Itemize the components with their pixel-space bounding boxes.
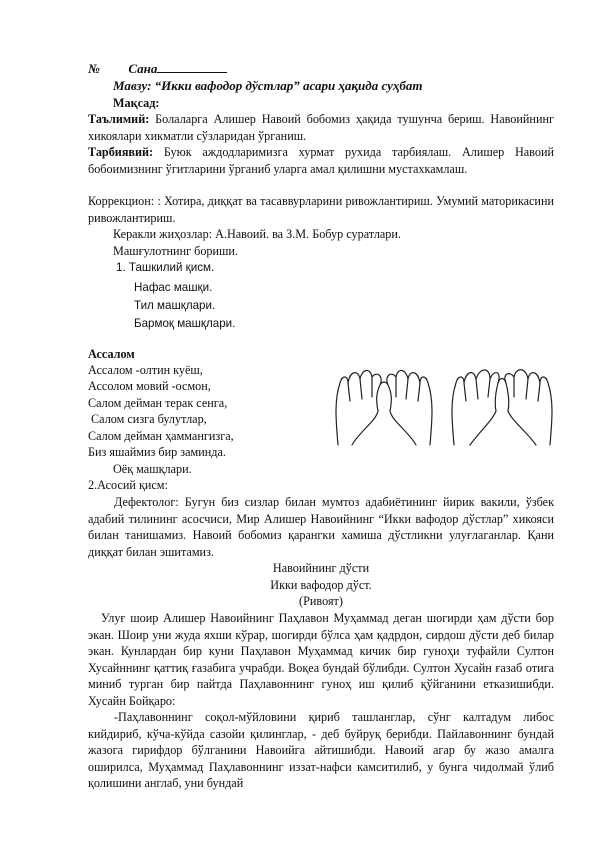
upbringing-goal <box>88 144 554 177</box>
poem-line: Салом дейман терак сенга, <box>88 396 228 410</box>
date-line <box>88 60 554 78</box>
number-sign: № <box>88 61 100 76</box>
materials: Керакли жиҳозлар: А.Навоий. ва З.М. Бобур суратлари. <box>113 227 401 241</box>
story-paragraph-1: Улуғ шоир Алишер Навоийнинг Паҳлавон Муҳаммад деган шогирди ҳам дўсти бор экан. Шоир уни жуда яхши кўрар, шогирди бўлса ҳам қадрдон, сирдош дўсти деб билар экан. Кунлардан бир куни Паҳлавон Муҳаммад кичик бир гуноҳи туфайли Султон Хусайннинг қаттиқ ғазабига учрабди. Воқеа бундай бўлибди. Султон Хусайн ғазаб отига миниб турган бир пайтда Паҳлавоннинг гуноҳ иш қилиб қўйганини етказишибди. Хусайн Бойқаро: <box>88 611 554 708</box>
sub-item-tongue: Тил машқлари. <box>134 299 216 312</box>
poem-line: Ассолом мовий -осмон, <box>88 379 211 393</box>
hands-illustration <box>330 361 556 447</box>
lesson-course: Машғулотнинг бориши. <box>113 244 239 258</box>
story-heading-3: (Ривоят) <box>299 594 343 608</box>
poem-line: Салом сизга булутлар, <box>88 412 207 426</box>
correction-label: Коррекцион: <box>88 194 155 208</box>
sub-item-finger: Бармоқ машқлари. <box>134 317 236 330</box>
educational-label: Таълимий: <box>88 112 150 126</box>
date-blank <box>157 60 227 73</box>
date-label: Сана <box>128 61 158 76</box>
sub-item-breathing: Нафас машқи. <box>134 281 213 294</box>
story-heading-2: Икки вафодор дўст. <box>270 578 372 592</box>
hand-exercise: Оёқ машқлари. <box>113 462 192 476</box>
upbringing-text: Буюк аждодларимизга хурмат рухида тарбиялаш. Алишер Навоий бобоимизнинг ўгитларини ўрганиб уларга амал қилишни мустахкамлаш. <box>88 145 554 176</box>
poem-line: Ассалом -олтин куёш, <box>88 363 203 377</box>
poem-title: Ассалом <box>88 347 135 361</box>
defectologist-text: Дефектолог: Бугун биз сизлар билан мумтоз адабиётининг йирик вакили, ўзбек адабий тилининг асосчиси, Мир Алишер Навоийнинг “Икки вафодор дўстлар” хикояси билан танишамиз. Навоий бобомиз қарангки хамиша дўстликни улуғлаганлар. Қани диққат билан эшитамиз. <box>88 495 554 559</box>
organizational-item: 1. Ташкилий қисм. <box>116 261 215 274</box>
educational-text: Болаларга Алишер Навоий бобомиз ҳақида тушунча бериш. Навоийнинг хикоялари хикматли сўзларидан ўрганиш. <box>88 112 554 143</box>
upbringing-label: Тарбиявий: <box>88 145 154 159</box>
story-paragraph-2: -Паҳлавоннинг соқол-мўйловини қириб ташланглар, сўнг калтадум либос кийдириб, кўча-кўйда сазойи қилинглар, - деб буйруқ берибди. Пайлавоннинг бундай жазога гирифдор бўлганини Навоийга айтишибди. Навоий агар бу жазо амалга оширилса, Муҳаммад Паҳлавоннинг иззат-нафси камситилиб, у бунга чидолмай ўлиб қолишини англаб, уни бундай <box>88 710 554 791</box>
story-heading-1: Навоийнинг дўсти <box>272 561 370 575</box>
topic-line: Мавзу: “Икки вафодор дўстлар” асари ҳақида суҳбат <box>113 78 423 93</box>
poem-line: Биз яшаймиз бир заминда. <box>88 445 226 459</box>
correction-text: : Хотира, диққат ва тасаввурларини ривожлантириш. Умумий маторикасини ривожлантириш. <box>88 194 554 225</box>
educational-goal <box>88 111 554 144</box>
main-part-label: 2.Асосий қисм: <box>88 478 168 492</box>
goal-label: Мақсад: <box>113 96 160 110</box>
correction-goal <box>88 193 554 226</box>
poem-line: Салом дейман ҳаммангизга, <box>88 429 234 443</box>
